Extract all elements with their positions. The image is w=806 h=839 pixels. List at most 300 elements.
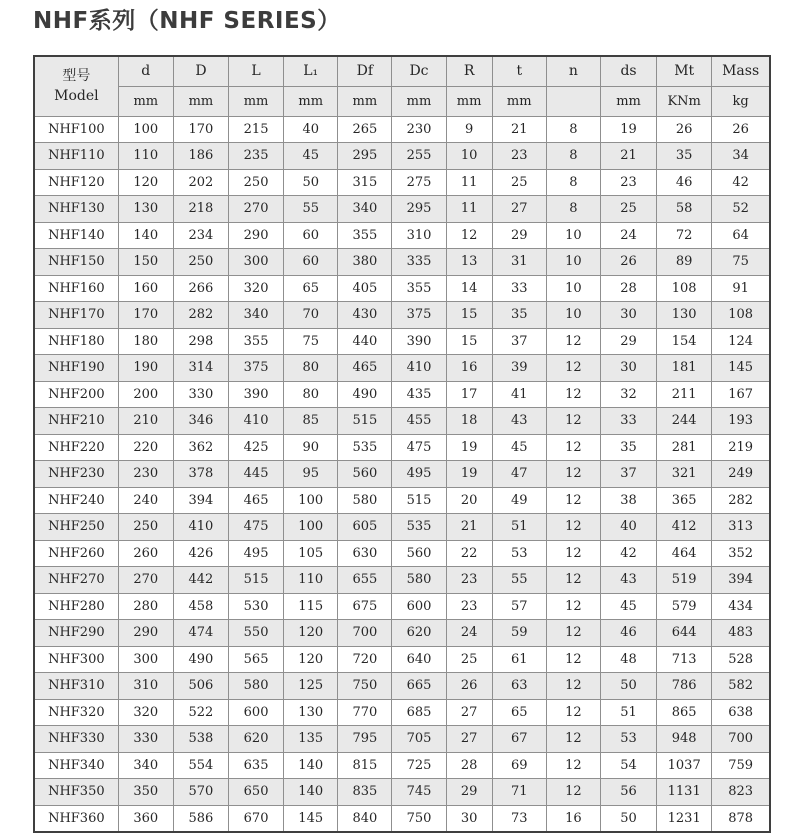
value-cell: 41 [492, 381, 546, 408]
nhf-spec-table [33, 55, 771, 833]
value-cell: 80 [284, 355, 338, 382]
value-cell: 250 [118, 514, 173, 541]
value-cell: 49 [492, 487, 546, 514]
value-cell: 55 [492, 567, 546, 594]
value-cell: 465 [229, 487, 284, 514]
value-cell: 10 [546, 222, 600, 249]
value-cell: 300 [229, 249, 284, 276]
table-row [34, 143, 770, 170]
value-cell: 475 [229, 514, 284, 541]
value-cell: 219 [712, 434, 770, 461]
value-cell: 12 [546, 328, 600, 355]
value-cell: 665 [392, 673, 446, 700]
value-cell: 750 [392, 805, 446, 832]
value-cell: 57 [492, 593, 546, 620]
model-cell: NHF130 [34, 196, 118, 223]
value-cell: 506 [173, 673, 228, 700]
value-cell: 745 [392, 779, 446, 806]
value-cell: 135 [284, 726, 338, 753]
table-row [34, 249, 770, 276]
value-cell: 180 [118, 328, 173, 355]
table-row [34, 408, 770, 435]
value-cell: 10 [546, 302, 600, 329]
value-cell: 72 [657, 222, 712, 249]
value-cell: 362 [173, 434, 228, 461]
value-cell: 335 [392, 249, 446, 276]
value-cell: 145 [712, 355, 770, 382]
column-symbol-cell: L [229, 56, 284, 86]
value-cell: 27 [492, 196, 546, 223]
value-cell: 108 [712, 302, 770, 329]
value-cell: 26 [446, 673, 492, 700]
column-unit-cell: kg [712, 86, 770, 116]
value-cell: 10 [546, 275, 600, 302]
value-cell: 394 [173, 487, 228, 514]
value-cell: 426 [173, 540, 228, 567]
value-cell: 270 [229, 196, 284, 223]
value-cell: 29 [600, 328, 656, 355]
value-cell: 12 [546, 540, 600, 567]
value-cell: 50 [600, 805, 656, 832]
column-unit-cell: mm [492, 86, 546, 116]
value-cell: 24 [446, 620, 492, 647]
value-cell: 1037 [657, 752, 712, 779]
value-cell: 700 [712, 726, 770, 753]
table-row [34, 222, 770, 249]
model-cell: NHF250 [34, 514, 118, 541]
value-cell: 605 [338, 514, 392, 541]
value-cell: 170 [173, 116, 228, 143]
column-symbol-cell: Mt [657, 56, 712, 86]
column-unit-cell: mm [173, 86, 228, 116]
value-cell: 35 [600, 434, 656, 461]
value-cell: 355 [338, 222, 392, 249]
value-cell: 321 [657, 461, 712, 488]
model-cell: NHF150 [34, 249, 118, 276]
column-symbol-cell: d [118, 56, 173, 86]
value-cell: 340 [229, 302, 284, 329]
column-symbol-cell: Mass [712, 56, 770, 86]
value-cell: 600 [392, 593, 446, 620]
value-cell: 440 [338, 328, 392, 355]
value-cell: 835 [338, 779, 392, 806]
value-cell: 31 [492, 249, 546, 276]
value-cell: 10 [546, 249, 600, 276]
model-cell: NHF140 [34, 222, 118, 249]
column-symbol-cell: D [173, 56, 228, 86]
column-unit-cell: KNm [657, 86, 712, 116]
table-row [34, 169, 770, 196]
value-cell: 464 [657, 540, 712, 567]
value-cell: 37 [600, 461, 656, 488]
value-cell: 535 [338, 434, 392, 461]
value-cell: 33 [600, 408, 656, 435]
value-cell: 64 [712, 222, 770, 249]
value-cell: 295 [392, 196, 446, 223]
value-cell: 25 [446, 646, 492, 673]
value-cell: 21 [446, 514, 492, 541]
value-cell: 230 [392, 116, 446, 143]
value-cell: 25 [600, 196, 656, 223]
column-symbol-cell: L₁ [284, 56, 338, 86]
value-cell: 538 [173, 726, 228, 753]
value-cell: 12 [546, 620, 600, 647]
value-cell: 46 [600, 620, 656, 647]
value-cell: 23 [446, 567, 492, 594]
value-cell: 310 [392, 222, 446, 249]
model-cell: NHF220 [34, 434, 118, 461]
value-cell: 30 [600, 302, 656, 329]
model-cell: NHF160 [34, 275, 118, 302]
value-cell: 275 [392, 169, 446, 196]
value-cell: 63 [492, 673, 546, 700]
value-cell: 80 [284, 381, 338, 408]
value-cell: 12 [546, 646, 600, 673]
value-cell: 12 [546, 355, 600, 382]
value-cell: 320 [118, 699, 173, 726]
value-cell: 130 [284, 699, 338, 726]
value-cell: 290 [229, 222, 284, 249]
value-cell: 515 [338, 408, 392, 435]
value-cell: 244 [657, 408, 712, 435]
value-cell: 120 [118, 169, 173, 196]
value-cell: 840 [338, 805, 392, 832]
value-cell: 620 [392, 620, 446, 647]
value-cell: 29 [446, 779, 492, 806]
model-cell: NHF330 [34, 726, 118, 753]
value-cell: 455 [392, 408, 446, 435]
value-cell: 67 [492, 726, 546, 753]
value-cell: 10 [446, 143, 492, 170]
value-cell: 60 [284, 222, 338, 249]
value-cell: 300 [118, 646, 173, 673]
model-cell: NHF270 [34, 567, 118, 594]
value-cell: 378 [173, 461, 228, 488]
value-cell: 40 [600, 514, 656, 541]
value-cell: 435 [392, 381, 446, 408]
value-cell: 290 [118, 620, 173, 647]
value-cell: 33 [492, 275, 546, 302]
value-cell: 410 [173, 514, 228, 541]
page-title: NHF系列（NHF SERIES） [33, 8, 341, 34]
value-cell: 35 [492, 302, 546, 329]
value-cell: 215 [229, 116, 284, 143]
value-cell: 52 [712, 196, 770, 223]
value-cell: 60 [284, 249, 338, 276]
value-cell: 19 [600, 116, 656, 143]
value-cell: 650 [229, 779, 284, 806]
value-cell: 45 [492, 434, 546, 461]
column-symbol-cell: Dc [392, 56, 446, 86]
value-cell: 298 [173, 328, 228, 355]
value-cell: 394 [712, 567, 770, 594]
model-cell: NHF200 [34, 381, 118, 408]
table-row [34, 355, 770, 382]
value-cell: 50 [284, 169, 338, 196]
value-cell: 8 [546, 116, 600, 143]
value-cell: 12 [546, 673, 600, 700]
value-cell: 200 [118, 381, 173, 408]
value-cell: 230 [118, 461, 173, 488]
model-cell: NHF290 [34, 620, 118, 647]
value-cell: 490 [173, 646, 228, 673]
value-cell: 948 [657, 726, 712, 753]
value-cell: 878 [712, 805, 770, 832]
table-row [34, 514, 770, 541]
value-cell: 12 [546, 699, 600, 726]
value-cell: 515 [392, 487, 446, 514]
value-cell: 193 [712, 408, 770, 435]
table-row [34, 805, 770, 832]
value-cell: 53 [600, 726, 656, 753]
value-cell: 220 [118, 434, 173, 461]
value-cell: 750 [338, 673, 392, 700]
value-cell: 210 [118, 408, 173, 435]
value-cell: 638 [712, 699, 770, 726]
value-cell: 27 [446, 699, 492, 726]
value-cell: 410 [229, 408, 284, 435]
value-cell: 550 [229, 620, 284, 647]
value-cell: 265 [338, 116, 392, 143]
model-cell: NHF280 [34, 593, 118, 620]
value-cell: 430 [338, 302, 392, 329]
value-cell: 35 [657, 143, 712, 170]
table-row [34, 726, 770, 753]
column-symbol-cell: ds [600, 56, 656, 86]
value-cell: 26 [712, 116, 770, 143]
value-cell: 130 [657, 302, 712, 329]
value-cell: 390 [392, 328, 446, 355]
value-cell: 19 [446, 461, 492, 488]
value-cell: 85 [284, 408, 338, 435]
value-cell: 124 [712, 328, 770, 355]
value-cell: 110 [284, 567, 338, 594]
value-cell: 823 [712, 779, 770, 806]
column-unit-cell: mm [338, 86, 392, 116]
table-row [34, 620, 770, 647]
value-cell: 795 [338, 726, 392, 753]
value-cell: 340 [338, 196, 392, 223]
value-cell: 140 [284, 752, 338, 779]
value-cell: 100 [118, 116, 173, 143]
column-unit-cell: mm [118, 86, 173, 116]
value-cell: 786 [657, 673, 712, 700]
value-cell: 12 [546, 779, 600, 806]
value-cell: 170 [118, 302, 173, 329]
value-cell: 495 [229, 540, 284, 567]
value-cell: 412 [657, 514, 712, 541]
model-cell: NHF300 [34, 646, 118, 673]
value-cell: 47 [492, 461, 546, 488]
value-cell: 260 [118, 540, 173, 567]
value-cell: 160 [118, 275, 173, 302]
value-cell: 154 [657, 328, 712, 355]
value-cell: 582 [712, 673, 770, 700]
value-cell: 18 [446, 408, 492, 435]
model-cell: NHF360 [34, 805, 118, 832]
table-row [34, 381, 770, 408]
value-cell: 390 [229, 381, 284, 408]
value-cell: 43 [492, 408, 546, 435]
header-symbol-row [34, 56, 770, 86]
value-cell: 315 [338, 169, 392, 196]
value-cell: 115 [284, 593, 338, 620]
value-cell: 620 [229, 726, 284, 753]
value-cell: 380 [338, 249, 392, 276]
value-cell: 640 [392, 646, 446, 673]
value-cell: 29 [492, 222, 546, 249]
value-cell: 685 [392, 699, 446, 726]
value-cell: 23 [600, 169, 656, 196]
model-cell: NHF260 [34, 540, 118, 567]
value-cell: 120 [284, 620, 338, 647]
model-cell: NHF210 [34, 408, 118, 435]
value-cell: 30 [600, 355, 656, 382]
value-cell: 140 [284, 779, 338, 806]
value-cell: 145 [284, 805, 338, 832]
value-cell: 8 [546, 196, 600, 223]
column-symbol-cell: R [446, 56, 492, 86]
value-cell: 474 [173, 620, 228, 647]
value-cell: 314 [173, 355, 228, 382]
value-cell: 45 [284, 143, 338, 170]
value-cell: 570 [173, 779, 228, 806]
value-cell: 218 [173, 196, 228, 223]
table-row [34, 779, 770, 806]
value-cell: 255 [392, 143, 446, 170]
value-cell: 11 [446, 196, 492, 223]
value-cell: 655 [338, 567, 392, 594]
value-cell: 700 [338, 620, 392, 647]
value-cell: 8 [546, 143, 600, 170]
model-cell: NHF320 [34, 699, 118, 726]
value-cell: 53 [492, 540, 546, 567]
model-cell: NHF340 [34, 752, 118, 779]
value-cell: 15 [446, 328, 492, 355]
value-cell: 425 [229, 434, 284, 461]
value-cell: 70 [284, 302, 338, 329]
value-cell: 23 [446, 593, 492, 620]
value-cell: 19 [446, 434, 492, 461]
value-cell: 434 [712, 593, 770, 620]
column-symbol-cell: t [492, 56, 546, 86]
column-symbol-cell: Df [338, 56, 392, 86]
value-cell: 21 [492, 116, 546, 143]
table-row [34, 593, 770, 620]
value-cell: 51 [600, 699, 656, 726]
value-cell: 1131 [657, 779, 712, 806]
value-cell: 125 [284, 673, 338, 700]
value-cell: 9 [446, 116, 492, 143]
value-cell: 340 [118, 752, 173, 779]
value-cell: 375 [229, 355, 284, 382]
value-cell: 39 [492, 355, 546, 382]
model-cell: NHF240 [34, 487, 118, 514]
column-symbol-cell: n [546, 56, 600, 86]
value-cell: 90 [284, 434, 338, 461]
value-cell: 770 [338, 699, 392, 726]
value-cell: 211 [657, 381, 712, 408]
value-cell: 635 [229, 752, 284, 779]
value-cell: 11 [446, 169, 492, 196]
value-cell: 249 [712, 461, 770, 488]
value-cell: 410 [392, 355, 446, 382]
value-cell: 186 [173, 143, 228, 170]
value-cell: 675 [338, 593, 392, 620]
value-cell: 515 [229, 567, 284, 594]
value-cell: 725 [392, 752, 446, 779]
value-cell: 17 [446, 381, 492, 408]
table-row [34, 567, 770, 594]
value-cell: 28 [446, 752, 492, 779]
table-header [34, 56, 770, 116]
model-header-en: Model [54, 88, 99, 105]
value-cell: 295 [338, 143, 392, 170]
value-cell: 282 [712, 487, 770, 514]
value-cell: 600 [229, 699, 284, 726]
column-unit-cell: mm [600, 86, 656, 116]
value-cell: 30 [446, 805, 492, 832]
value-cell: 20 [446, 487, 492, 514]
model-cell: NHF350 [34, 779, 118, 806]
value-cell: 554 [173, 752, 228, 779]
value-cell: 26 [600, 249, 656, 276]
value-cell: 12 [546, 567, 600, 594]
value-cell: 580 [229, 673, 284, 700]
value-cell: 720 [338, 646, 392, 673]
value-cell: 75 [712, 249, 770, 276]
model-cell: NHF230 [34, 461, 118, 488]
value-cell: 490 [338, 381, 392, 408]
column-unit-cell: mm [229, 86, 284, 116]
table-row [34, 487, 770, 514]
value-cell: 670 [229, 805, 284, 832]
value-cell: 55 [284, 196, 338, 223]
value-cell: 34 [712, 143, 770, 170]
table-row [34, 646, 770, 673]
value-cell: 240 [118, 487, 173, 514]
value-cell: 12 [546, 726, 600, 753]
value-cell: 313 [712, 514, 770, 541]
value-cell: 130 [118, 196, 173, 223]
value-cell: 355 [229, 328, 284, 355]
value-cell: 522 [173, 699, 228, 726]
value-cell: 110 [118, 143, 173, 170]
value-cell: 330 [118, 726, 173, 753]
value-cell: 310 [118, 673, 173, 700]
value-cell: 12 [546, 514, 600, 541]
value-cell: 12 [546, 593, 600, 620]
value-cell: 280 [118, 593, 173, 620]
table-row [34, 434, 770, 461]
table-row [34, 540, 770, 567]
model-cell: NHF310 [34, 673, 118, 700]
model-header-cell [34, 56, 118, 116]
value-cell: 14 [446, 275, 492, 302]
value-cell: 713 [657, 646, 712, 673]
value-cell: 815 [338, 752, 392, 779]
value-cell: 282 [173, 302, 228, 329]
value-cell: 75 [284, 328, 338, 355]
header-unit-row [34, 86, 770, 116]
value-cell: 24 [600, 222, 656, 249]
value-cell: 465 [338, 355, 392, 382]
value-cell: 365 [657, 487, 712, 514]
table-row [34, 461, 770, 488]
column-unit-cell: mm [284, 86, 338, 116]
value-cell: 235 [229, 143, 284, 170]
value-cell: 25 [492, 169, 546, 196]
